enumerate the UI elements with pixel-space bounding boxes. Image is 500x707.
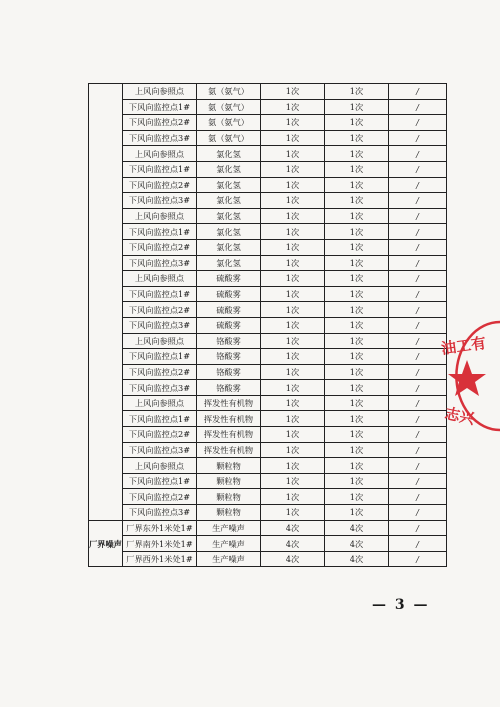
note-cell: / — [389, 115, 447, 131]
point-cell: 下风向监控点2# — [123, 177, 197, 193]
frequency-cell: 4次 — [325, 551, 389, 567]
note-cell: / — [389, 349, 447, 365]
note-cell: / — [389, 208, 447, 224]
frequency-cell: 1次 — [325, 395, 389, 411]
frequency-cell: 1次 — [325, 473, 389, 489]
frequency-cell: 1次 — [325, 333, 389, 349]
frequency-cell: 4次 — [261, 536, 325, 552]
frequency-cell: 1次 — [261, 255, 325, 271]
point-cell: 下风向监控点3# — [123, 193, 197, 209]
item-cell: 硫酸雾 — [197, 286, 261, 302]
frequency-cell: 1次 — [261, 84, 325, 100]
frequency-cell: 4次 — [325, 536, 389, 552]
item-cell: 氯化氢 — [197, 193, 261, 209]
frequency-cell: 1次 — [325, 115, 389, 131]
frequency-cell: 1次 — [261, 427, 325, 443]
point-cell: 上风向参照点 — [123, 458, 197, 474]
table-row — [89, 317, 447, 333]
note-cell: / — [389, 489, 447, 505]
note-cell: / — [389, 395, 447, 411]
frequency-cell: 1次 — [261, 489, 325, 505]
point-cell: 下风向监控点3# — [123, 255, 197, 271]
frequency-cell: 1次 — [261, 380, 325, 396]
frequency-cell: 1次 — [325, 99, 389, 115]
note-cell: / — [389, 536, 447, 552]
table-row — [89, 536, 447, 552]
point-cell: 下风向监控点3# — [123, 380, 197, 396]
company-seal — [432, 318, 500, 438]
item-cell: 挥发性有机物 — [197, 442, 261, 458]
note-cell: / — [389, 193, 447, 209]
point-cell: 上风向参照点 — [123, 333, 197, 349]
note-cell: / — [389, 427, 447, 443]
frequency-cell: 1次 — [325, 208, 389, 224]
frequency-cell: 1次 — [325, 505, 389, 521]
item-cell: 生产噪声 — [197, 551, 261, 567]
point-cell: 厂界西外1米处1# — [123, 551, 197, 567]
frequency-cell: 1次 — [325, 130, 389, 146]
frequency-cell: 1次 — [325, 224, 389, 240]
table-row — [89, 395, 447, 411]
frequency-cell: 1次 — [261, 130, 325, 146]
table-row — [89, 161, 447, 177]
frequency-cell: 4次 — [261, 551, 325, 567]
frequency-cell: 1次 — [261, 458, 325, 474]
category-cell: 厂界噪声 — [89, 520, 123, 567]
table-row — [89, 224, 447, 240]
point-cell: 上风向参照点 — [123, 271, 197, 287]
table-row — [89, 130, 447, 146]
frequency-cell: 1次 — [261, 146, 325, 162]
point-cell: 下风向监控点1# — [123, 99, 197, 115]
frequency-cell: 1次 — [325, 193, 389, 209]
note-cell: / — [389, 224, 447, 240]
point-cell: 下风向监控点1# — [123, 224, 197, 240]
point-cell: 上风向参照点 — [123, 146, 197, 162]
frequency-cell: 1次 — [261, 302, 325, 318]
table-row — [89, 349, 447, 365]
point-cell: 上风向参照点 — [123, 84, 197, 100]
table-row — [89, 239, 447, 255]
table-row — [89, 84, 447, 100]
table-row — [89, 364, 447, 380]
item-cell: 铬酸雾 — [197, 333, 261, 349]
item-cell: 氯化氢 — [197, 161, 261, 177]
note-cell: / — [389, 177, 447, 193]
frequency-cell: 1次 — [261, 442, 325, 458]
item-cell: 挥发性有机物 — [197, 395, 261, 411]
table-row — [89, 146, 447, 162]
note-cell: / — [389, 411, 447, 427]
item-cell: 颗粒物 — [197, 505, 261, 521]
frequency-cell: 1次 — [261, 349, 325, 365]
frequency-cell: 1次 — [325, 239, 389, 255]
frequency-cell: 1次 — [325, 302, 389, 318]
item-cell: 挥发性有机物 — [197, 427, 261, 443]
note-cell: / — [389, 551, 447, 567]
note-cell: / — [389, 130, 447, 146]
table-row — [89, 302, 447, 318]
note-cell: / — [389, 146, 447, 162]
table-body — [89, 84, 447, 567]
table-row — [89, 208, 447, 224]
item-cell: 硫酸雾 — [197, 271, 261, 287]
frequency-cell: 1次 — [261, 473, 325, 489]
note-cell: / — [389, 84, 447, 100]
point-cell: 上风向参照点 — [123, 208, 197, 224]
item-cell: 氨（氨气） — [197, 130, 261, 146]
table-row — [89, 520, 447, 536]
item-cell: 氨（氨气） — [197, 99, 261, 115]
point-cell: 下风向监控点2# — [123, 489, 197, 505]
frequency-cell: 1次 — [325, 286, 389, 302]
item-cell: 铬酸雾 — [197, 364, 261, 380]
frequency-cell: 1次 — [261, 333, 325, 349]
point-cell: 下风向监控点2# — [123, 302, 197, 318]
frequency-cell: 1次 — [261, 286, 325, 302]
item-cell: 生产噪声 — [197, 520, 261, 536]
item-cell: 氯化氢 — [197, 177, 261, 193]
item-cell: 颗粒物 — [197, 458, 261, 474]
table-row — [89, 411, 447, 427]
note-cell: / — [389, 271, 447, 287]
table-row — [89, 473, 447, 489]
frequency-cell: 1次 — [325, 317, 389, 333]
frequency-cell: 1次 — [261, 208, 325, 224]
table-row — [89, 255, 447, 271]
frequency-cell: 1次 — [261, 364, 325, 380]
frequency-cell: 1次 — [325, 489, 389, 505]
frequency-cell: 1次 — [325, 427, 389, 443]
frequency-cell: 1次 — [325, 177, 389, 193]
item-cell: 氯化氢 — [197, 255, 261, 271]
note-cell: / — [389, 520, 447, 536]
item-cell: 氯化氢 — [197, 146, 261, 162]
table-row — [89, 380, 447, 396]
svg-text:油工有: 油工有 — [440, 333, 488, 358]
frequency-cell: 1次 — [261, 177, 325, 193]
category-cell — [89, 84, 123, 521]
item-cell: 氯化氢 — [197, 208, 261, 224]
item-cell: 挥发性有机物 — [197, 411, 261, 427]
note-cell: / — [389, 317, 447, 333]
table-row — [89, 177, 447, 193]
point-cell: 下风向监控点1# — [123, 161, 197, 177]
note-cell: / — [389, 286, 447, 302]
point-cell: 下风向监控点2# — [123, 427, 197, 443]
note-cell: / — [389, 302, 447, 318]
item-cell: 颗粒物 — [197, 473, 261, 489]
note-cell: / — [389, 442, 447, 458]
note-cell: / — [389, 99, 447, 115]
point-cell: 下风向监控点1# — [123, 473, 197, 489]
item-cell: 生产噪声 — [197, 536, 261, 552]
table-row — [89, 458, 447, 474]
point-cell: 下风向监控点3# — [123, 130, 197, 146]
frequency-cell: 4次 — [261, 520, 325, 536]
table-row — [89, 551, 447, 567]
item-cell: 氨（氨气） — [197, 115, 261, 131]
frequency-cell: 1次 — [261, 317, 325, 333]
point-cell: 厂界东外1米处1# — [123, 520, 197, 536]
frequency-cell: 1次 — [325, 458, 389, 474]
frequency-cell: 4次 — [325, 520, 389, 536]
item-cell: 硫酸雾 — [197, 302, 261, 318]
note-cell: / — [389, 333, 447, 349]
item-cell: 氯化氢 — [197, 239, 261, 255]
table-row — [89, 115, 447, 131]
point-cell: 下风向监控点2# — [123, 364, 197, 380]
frequency-cell: 1次 — [261, 271, 325, 287]
frequency-cell: 1次 — [325, 161, 389, 177]
frequency-cell: 1次 — [261, 115, 325, 131]
point-cell: 厂界南外1米处1# — [123, 536, 197, 552]
note-cell: / — [389, 364, 447, 380]
frequency-cell: 1次 — [325, 255, 389, 271]
point-cell: 下风向监控点2# — [123, 239, 197, 255]
point-cell: 下风向监控点1# — [123, 286, 197, 302]
frequency-cell: 1次 — [325, 364, 389, 380]
note-cell: / — [389, 161, 447, 177]
frequency-cell: 1次 — [325, 380, 389, 396]
frequency-cell: 1次 — [325, 146, 389, 162]
frequency-cell: 1次 — [261, 505, 325, 521]
frequency-cell: 1次 — [261, 161, 325, 177]
note-cell: / — [389, 380, 447, 396]
point-cell: 上风向参照点 — [123, 395, 197, 411]
table-row — [89, 505, 447, 521]
table-row — [89, 427, 447, 443]
page-number: — 3 — — [372, 597, 430, 613]
point-cell: 下风向监控点1# — [123, 411, 197, 427]
note-cell: / — [389, 473, 447, 489]
frequency-cell: 1次 — [261, 239, 325, 255]
point-cell: 下风向监控点1# — [123, 349, 197, 365]
note-cell: / — [389, 505, 447, 521]
item-cell: 铬酸雾 — [197, 380, 261, 396]
item-cell: 颗粒物 — [197, 489, 261, 505]
svg-text:志兴: 志兴 — [443, 404, 477, 429]
table-row — [89, 489, 447, 505]
table-row — [89, 333, 447, 349]
frequency-cell: 1次 — [261, 193, 325, 209]
frequency-cell: 1次 — [261, 395, 325, 411]
note-cell: / — [389, 255, 447, 271]
point-cell: 下风向监控点2# — [123, 115, 197, 131]
frequency-cell: 1次 — [325, 411, 389, 427]
table-row — [89, 99, 447, 115]
monitoring-table — [88, 83, 447, 567]
note-cell: / — [389, 239, 447, 255]
table-row — [89, 193, 447, 209]
frequency-cell: 1次 — [325, 271, 389, 287]
item-cell: 硫酸雾 — [197, 317, 261, 333]
frequency-cell: 1次 — [325, 442, 389, 458]
frequency-cell: 1次 — [325, 84, 389, 100]
table-row — [89, 286, 447, 302]
frequency-cell: 1次 — [261, 224, 325, 240]
item-cell: 氯化氢 — [197, 224, 261, 240]
table-row — [89, 271, 447, 287]
point-cell: 下风向监控点3# — [123, 317, 197, 333]
item-cell: 铬酸雾 — [197, 349, 261, 365]
item-cell: 氨（氨气） — [197, 84, 261, 100]
point-cell: 下风向监控点3# — [123, 442, 197, 458]
table-row — [89, 442, 447, 458]
frequency-cell: 1次 — [261, 411, 325, 427]
frequency-cell: 1次 — [325, 349, 389, 365]
note-cell: / — [389, 458, 447, 474]
frequency-cell: 1次 — [261, 99, 325, 115]
point-cell: 下风向监控点3# — [123, 505, 197, 521]
